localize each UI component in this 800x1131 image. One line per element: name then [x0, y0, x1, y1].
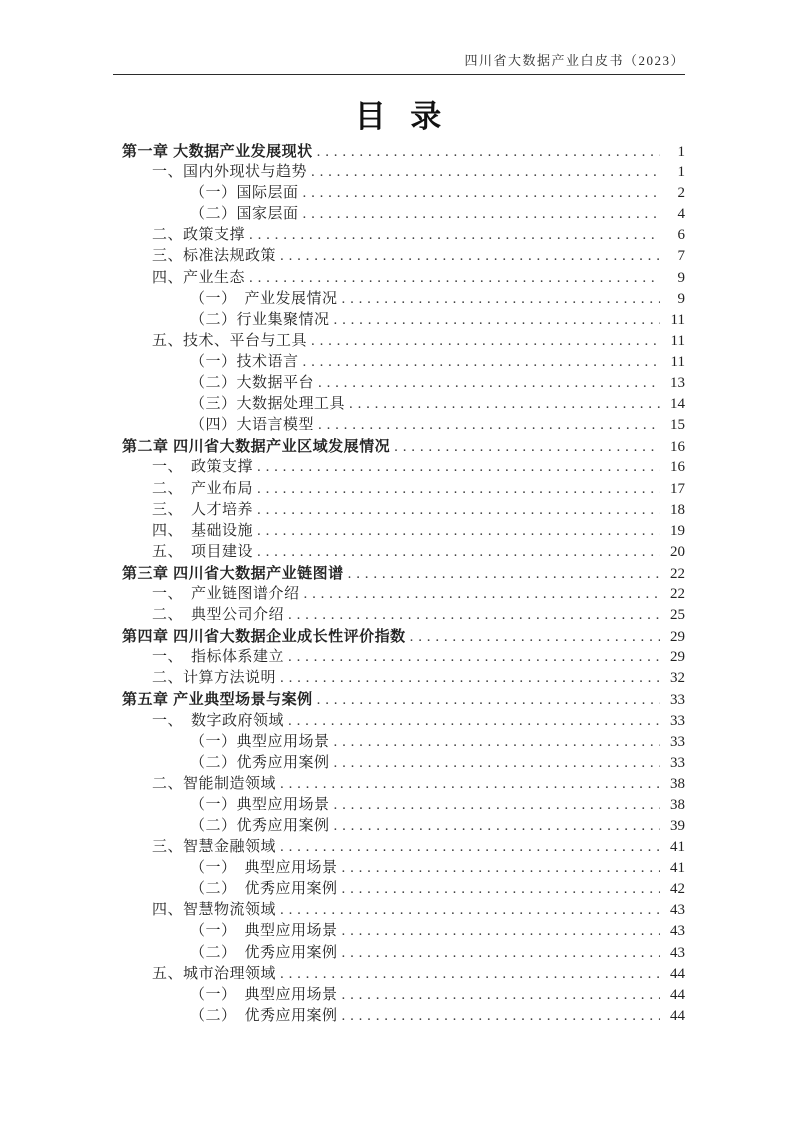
toc-entry-label: 第五章 产业典型场景与案例: [122, 691, 313, 709]
toc-entry[interactable]: [113, 879, 685, 900]
toc-entry-label: （二） 优秀应用案例: [190, 881, 338, 898]
dot-leader-icon: [342, 858, 660, 879]
toc-entry-label: 一、 数字政府领域: [152, 712, 285, 729]
toc-entry-label: （二）大数据平台: [190, 375, 315, 392]
toc-entry-label: 一、国内外现状与趋势: [152, 164, 308, 181]
toc-entry-page: 33: [670, 692, 685, 709]
toc-entry[interactable]: [113, 479, 685, 500]
toc-entry[interactable]: [113, 521, 685, 542]
dot-leader-icon: [410, 627, 660, 648]
toc-entry-label: 四、产业生态: [152, 269, 246, 286]
toc-entry-page: 43: [670, 944, 685, 961]
toc-entry-label: 二、 产业布局: [152, 480, 254, 497]
dot-leader-icon: [311, 331, 660, 352]
toc-entry[interactable]: [113, 647, 685, 668]
toc-entry[interactable]: [113, 183, 685, 204]
toc-entry-page: 6: [677, 227, 685, 244]
dot-leader-icon: [257, 500, 660, 521]
toc-entry-page: 42: [670, 881, 685, 898]
toc-entry-label: 二、计算方法说明: [152, 670, 277, 687]
dot-leader-icon: [342, 879, 660, 900]
toc-entry[interactable]: [113, 436, 685, 457]
dot-leader-icon: [288, 711, 660, 732]
toc-entry-label: （二）优秀应用案例: [190, 754, 330, 771]
toc-entry-page: 22: [670, 565, 685, 582]
toc-entry[interactable]: [113, 225, 685, 246]
toc-entry-label: （一） 典型应用场景: [190, 923, 338, 940]
toc-entry[interactable]: [113, 689, 685, 710]
toc-entry-label: （四）大语言模型: [190, 417, 315, 434]
toc-entry-page: 38: [670, 796, 685, 813]
toc-entry-page: 1: [677, 144, 685, 160]
toc-entry-label: （二） 优秀应用案例: [190, 944, 338, 961]
dot-leader-icon: [317, 142, 660, 163]
toc-entry-page: 15: [670, 417, 685, 434]
dot-leader-icon: [288, 605, 660, 626]
toc-entry-label: （一） 产业发展情况: [190, 290, 338, 307]
toc-entry-page: 29: [670, 629, 685, 646]
toc-entry-label: 五、 项目建设: [152, 543, 254, 560]
toc-list: [113, 141, 685, 1027]
toc-entry[interactable]: [113, 668, 685, 689]
toc-entry[interactable]: [113, 816, 685, 837]
toc-entry[interactable]: [113, 457, 685, 478]
dot-leader-icon: [280, 668, 660, 689]
page-header: [113, 53, 685, 69]
toc-entry[interactable]: [113, 985, 685, 1006]
toc-entry-page: 19: [670, 522, 685, 539]
dot-leader-icon: [280, 964, 660, 985]
toc-entry-page: 1: [677, 164, 685, 181]
toc-entry-page: 33: [670, 712, 685, 729]
toc-entry-label: 二、政策支撑: [152, 227, 246, 244]
dot-leader-icon: [318, 373, 660, 394]
toc-entry-label: 四、智慧物流领域: [152, 902, 277, 919]
dot-leader-icon: [334, 310, 660, 331]
toc-entry-page: 33: [670, 733, 685, 750]
dot-leader-icon: [257, 521, 660, 542]
toc-entry-page: 16: [670, 439, 685, 456]
dot-leader-icon: [280, 837, 660, 858]
toc-entry-label: （一） 典型应用场景: [190, 860, 338, 877]
toc-entry[interactable]: [113, 964, 685, 985]
toc-entry-page: 9: [677, 290, 685, 307]
toc-entry-page: 17: [670, 480, 685, 497]
toc-entry-label: 四、 基础设施: [152, 522, 254, 539]
toc-entry-page: 41: [670, 860, 685, 877]
toc-entry-page: 44: [670, 965, 685, 982]
toc-entry-label: （二）国家层面: [190, 206, 299, 223]
toc-entry-label: （一）技术语言: [190, 353, 299, 370]
toc-entry-page: 9: [677, 269, 685, 286]
dot-leader-icon: [317, 690, 660, 711]
toc-entry[interactable]: [113, 900, 685, 921]
toc-entry-page: 11: [670, 353, 685, 370]
dot-leader-icon: [394, 437, 660, 458]
dot-leader-icon: [249, 268, 660, 289]
toc-entry[interactable]: [113, 563, 685, 584]
dot-leader-icon: [342, 289, 660, 310]
dot-leader-icon: [342, 985, 660, 1006]
toc-entry[interactable]: [113, 753, 685, 774]
dot-leader-icon: [304, 584, 660, 605]
toc-entry-page: 43: [670, 902, 685, 919]
dot-leader-icon: [334, 732, 660, 753]
dot-leader-icon: [280, 246, 660, 267]
toc-entry-label: 五、城市治理领域: [152, 965, 277, 982]
toc-entry-label: 一、 指标体系建立: [152, 649, 285, 666]
toc-entry[interactable]: [113, 141, 685, 162]
toc-entry[interactable]: [113, 943, 685, 964]
dot-leader-icon: [280, 774, 660, 795]
toc-entry-label: 二、 典型公司介绍: [152, 607, 285, 624]
toc-entry[interactable]: [113, 921, 685, 942]
toc-entry[interactable]: [113, 542, 685, 563]
toc-entry-label: （三）大数据处理工具: [190, 396, 346, 413]
toc-entry-label: 三、标准法规政策: [152, 248, 277, 265]
toc-entry[interactable]: [113, 394, 685, 415]
dot-leader-icon: [334, 795, 660, 816]
toc-entry[interactable]: [113, 310, 685, 331]
toc-entry-label: 一、 政策支撑: [152, 459, 254, 476]
dot-leader-icon: [318, 415, 660, 436]
toc-entry-page: 44: [670, 1007, 685, 1024]
toc-entry-page: 11: [670, 311, 685, 328]
dot-leader-icon: [342, 1006, 660, 1027]
dot-leader-icon: [288, 647, 660, 668]
dot-leader-icon: [303, 204, 660, 225]
toc-entry[interactable]: [113, 162, 685, 183]
dot-leader-icon: [342, 921, 660, 942]
dot-leader-icon: [303, 183, 660, 204]
toc-entry[interactable]: [113, 415, 685, 436]
toc-entry-label: （一）典型应用场景: [190, 796, 330, 813]
toc-entry-label: 第二章 四川省大数据产业区域发展情况: [122, 438, 391, 456]
toc-entry-page: 11: [670, 332, 685, 349]
toc-entry[interactable]: [113, 268, 685, 289]
toc-entry-page: 38: [670, 775, 685, 792]
dot-leader-icon: [249, 225, 660, 246]
toc-entry[interactable]: [113, 626, 685, 647]
toc-entry-label: 二、智能制造领域: [152, 775, 277, 792]
toc-entry[interactable]: [113, 289, 685, 310]
page-title: 目 录: [354, 99, 444, 134]
toc-entry[interactable]: [113, 711, 685, 732]
dot-leader-icon: [303, 352, 660, 373]
toc-entry-label: （一）国际层面: [190, 185, 299, 202]
toc-entry-label: （二）优秀应用案例: [190, 818, 330, 834]
toc-entry-label: （二） 优秀应用案例: [190, 1007, 338, 1024]
toc-entry-label: （一） 典型应用场景: [190, 986, 338, 1003]
dot-leader-icon: [311, 162, 660, 183]
toc-entry[interactable]: [113, 352, 685, 373]
toc-entry-label: 三、 人才培养: [152, 501, 254, 518]
toc-entry[interactable]: [113, 795, 685, 816]
toc-entry-page: 25: [670, 607, 685, 624]
toc-entry-page: 41: [670, 839, 685, 856]
toc-entry[interactable]: [113, 605, 685, 626]
toc-entry[interactable]: [113, 246, 685, 267]
toc-entry-page: 44: [670, 986, 685, 1003]
toc-entry-page: 14: [670, 396, 685, 413]
toc-entry-label: 第四章 四川省大数据企业成长性评价指数: [122, 628, 406, 646]
dot-leader-icon: [334, 816, 660, 837]
dot-leader-icon: [257, 479, 660, 500]
toc-entry[interactable]: [113, 1006, 685, 1027]
toc-entry[interactable]: [113, 774, 685, 795]
toc-entry[interactable]: [113, 331, 685, 352]
toc-entry-label: 第三章 四川省大数据产业链图谱: [122, 564, 344, 582]
toc-entry-page: 16: [670, 459, 685, 476]
toc-entry-page: 4: [677, 206, 685, 223]
toc-entry[interactable]: [113, 837, 685, 858]
toc-entry[interactable]: [113, 500, 685, 521]
toc-entry-page: 33: [670, 754, 685, 771]
dot-leader-icon: [349, 394, 660, 415]
toc-entry-label: 三、智慧金融领域: [152, 839, 277, 856]
dot-leader-icon: [342, 943, 660, 964]
toc-entry-page: 2: [677, 185, 685, 202]
dot-leader-icon: [257, 542, 660, 563]
toc-entry-page: 43: [670, 923, 685, 940]
toc-entry-label: （一）典型应用场景: [190, 733, 330, 750]
toc-entry-page: 22: [670, 585, 685, 602]
dot-leader-icon: [257, 457, 660, 478]
toc-entry-label: 第一章 大数据产业发展现状: [122, 143, 313, 160]
toc-entry[interactable]: [113, 204, 685, 225]
toc-entry-page: 13: [670, 375, 685, 392]
dot-leader-icon: [334, 753, 660, 774]
toc-entry-page: 7: [677, 248, 685, 265]
dot-leader-icon: [348, 564, 660, 585]
dot-leader-icon: [280, 900, 660, 921]
toc-entry[interactable]: [113, 373, 685, 394]
toc-entry[interactable]: [113, 584, 685, 605]
toc-entry-label: 一、 产业链图谱介绍: [152, 585, 300, 602]
page-content: [113, 0, 685, 1027]
toc-entry-page: 29: [670, 649, 685, 666]
toc-entry[interactable]: [113, 858, 685, 879]
toc-entry-page: 18: [670, 501, 685, 518]
header-rule: [113, 74, 685, 75]
toc-entry-page: 20: [670, 543, 685, 560]
toc-entry-label: （二）行业集聚情况: [190, 311, 330, 328]
toc-entry-page: 39: [670, 818, 685, 834]
toc-entry-label: 五、技术、平台与工具: [152, 332, 308, 349]
toc-entry-page: 32: [670, 670, 685, 687]
toc-entry[interactable]: [113, 732, 685, 753]
page-header-text: 四川省大数据产业白皮书（2023）: [464, 53, 685, 68]
